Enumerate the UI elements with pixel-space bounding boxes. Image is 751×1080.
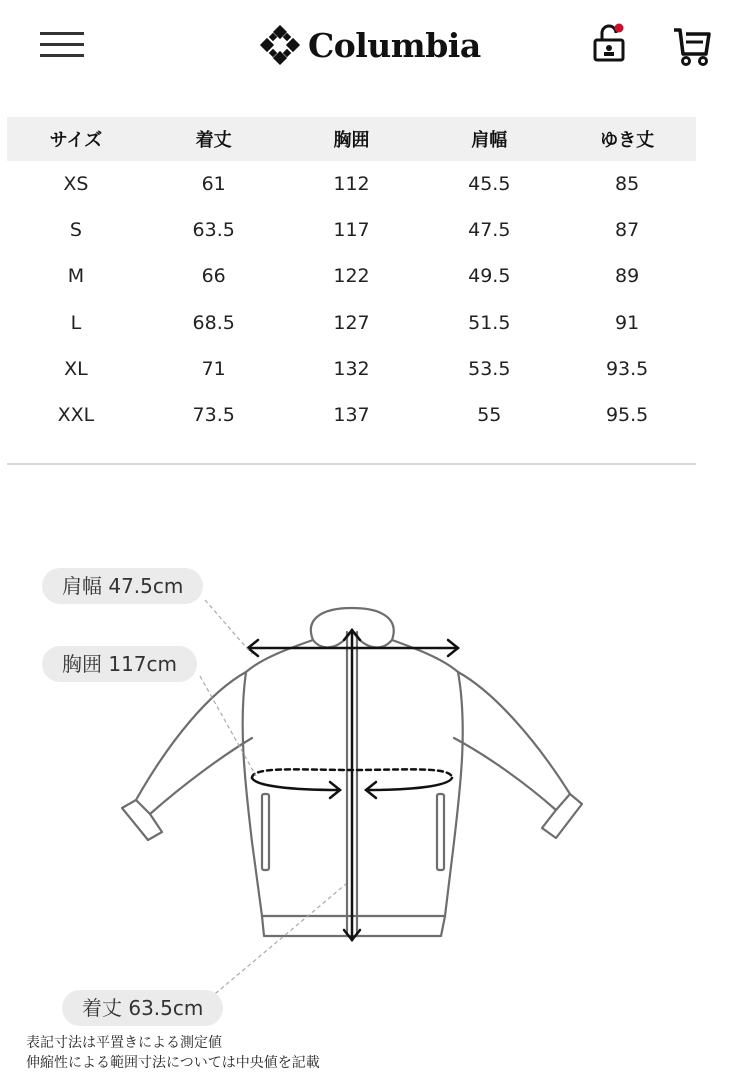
- cart-icon: [670, 24, 714, 68]
- cart-button[interactable]: [670, 24, 714, 68]
- table-cell: 89: [615, 265, 640, 288]
- size-chart-table: [7, 117, 696, 438]
- section-divider: [7, 463, 696, 465]
- table-cell: 95.5: [605, 404, 649, 427]
- hamburger-icon-bar: [40, 43, 84, 46]
- table-cell: S: [69, 219, 82, 242]
- table-cell: L: [70, 311, 82, 334]
- table-cell: 47.5: [468, 219, 511, 242]
- table-cell: 49.5: [468, 265, 511, 288]
- header-chest: 胸囲: [333, 130, 370, 151]
- site-header: [0, 0, 751, 95]
- table-cell: M: [67, 265, 85, 288]
- table-cell: 63.5: [192, 219, 235, 242]
- table-row: [7, 161, 696, 207]
- notification-dot: [615, 24, 624, 33]
- account-button[interactable]: [590, 22, 630, 66]
- table-cell: XXL: [57, 404, 95, 427]
- body-length-arrow: [344, 630, 360, 940]
- header-size: サイズ: [49, 130, 103, 151]
- table-row: [7, 392, 696, 438]
- chest-circumference-label: 胸囲 117cm: [42, 646, 197, 682]
- logo-text: Columbia: [308, 25, 481, 65]
- hamburger-menu-button[interactable]: [40, 32, 84, 58]
- table-cell: 91: [615, 311, 640, 334]
- table-cell: XL: [64, 357, 88, 380]
- chest-circumference-arrow: [252, 769, 452, 798]
- table-row: [7, 207, 696, 253]
- body-length-label: 着丈 63.5cm: [62, 990, 223, 1026]
- table-cell: 122: [333, 265, 370, 288]
- shoulder-width-arrow: [248, 640, 458, 656]
- table-cell: 117: [333, 219, 370, 242]
- table-cell: 55: [477, 404, 502, 427]
- table-cell: 112: [333, 173, 370, 196]
- table-cell: 61: [201, 173, 226, 196]
- table-row: [7, 253, 696, 299]
- table-cell: 45.5: [468, 173, 511, 196]
- measurement-note-1: 表記寸法は平置きによる測定値: [26, 1035, 222, 1051]
- lock-account-icon: [590, 22, 630, 66]
- table-cell: XS: [63, 173, 89, 196]
- table-cell: 68.5: [192, 311, 235, 334]
- header-sleeve: ゆき丈: [600, 130, 655, 151]
- table-cell: 53.5: [468, 357, 511, 380]
- table-cell: 87: [615, 219, 640, 242]
- table-header-row: [7, 117, 696, 161]
- table-row: [7, 346, 696, 392]
- table-cell: 73.5: [192, 404, 235, 427]
- table-cell: 85: [615, 173, 640, 196]
- hamburger-icon: [40, 32, 84, 35]
- columbia-diamond-logo-icon: [258, 25, 304, 65]
- label-leader-lines: [200, 600, 346, 998]
- table-cell: 132: [333, 357, 370, 380]
- shoulder-width-label: 肩幅 47.5cm: [42, 568, 203, 604]
- columbia-logo[interactable]: [258, 22, 481, 68]
- table-cell: 51.5: [468, 311, 511, 334]
- header-shoulder: 肩幅: [471, 130, 508, 151]
- table-cell: 71: [201, 357, 226, 380]
- table-cell: 93.5: [605, 357, 649, 380]
- table-cell: 137: [333, 404, 370, 427]
- measurement-note-2: 伸縮性による範囲寸法については中央値を記載: [26, 1055, 320, 1071]
- hamburger-icon-bar: [40, 54, 84, 57]
- table-row: [7, 300, 696, 346]
- table-cell: 66: [201, 265, 226, 288]
- header-length: 着丈: [195, 130, 232, 151]
- table-cell: 127: [333, 311, 370, 334]
